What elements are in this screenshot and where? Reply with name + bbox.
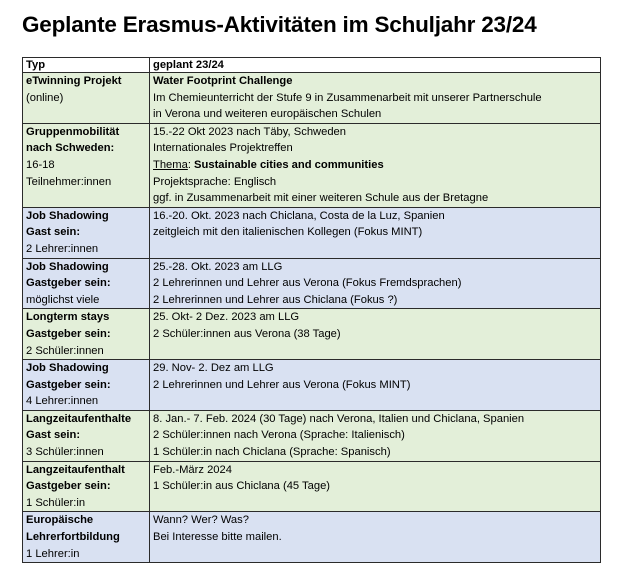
plan-line: 1 Schüler:in nach Chiclana (Sprache: Spanisch) xyxy=(153,446,391,459)
type-name: Job Shadowing xyxy=(26,362,109,375)
table-row xyxy=(23,512,601,563)
type-detail: 1 Schüler:in xyxy=(26,496,86,509)
type-detail: 2 Schüler:innen xyxy=(26,344,104,357)
type-cell xyxy=(23,410,150,461)
plan-line: Wann? Wer? Was? xyxy=(153,514,249,527)
type-cell xyxy=(23,512,150,563)
type-name: Gastgeber sein: xyxy=(26,480,111,493)
plan-line: 2 Schüler:innen nach Verona (Sprache: Italienisch) xyxy=(153,429,405,442)
plan-cell xyxy=(150,410,601,461)
type-detail: 16-18 xyxy=(26,158,55,171)
theme-line: Thema: Sustainable cities and communities xyxy=(153,158,384,171)
plan-line: in Verona und weiteren europäischen Schulen xyxy=(153,108,382,121)
type-detail: Teilnehmer:innen xyxy=(26,175,112,188)
type-detail: (online) xyxy=(26,91,64,104)
plan-line: 25.-28. Okt. 2023 am LLG xyxy=(153,260,283,273)
type-detail: 1 Lehrer:in xyxy=(26,547,80,560)
theme-label: Thema xyxy=(153,158,188,171)
header-type: Typ xyxy=(23,58,150,73)
type-name: Gastgeber sein: xyxy=(26,378,111,391)
type-cell xyxy=(23,207,150,258)
type-detail: 3 Schüler:innen xyxy=(26,446,104,459)
plan-line: 1 Schüler:in aus Chiclana (45 Tage) xyxy=(153,480,331,493)
plan-line: 2 Lehrerinnen und Lehrer aus Verona (Fokus MINT) xyxy=(153,378,411,391)
type-name: Gast sein: xyxy=(26,429,81,442)
plan-line: 16.-20. Okt. 2023 nach Chiclana, Costa de la Luz, Spanien xyxy=(153,209,445,222)
header-planned: geplant 23/24 xyxy=(150,58,601,73)
type-name: Job Shadowing xyxy=(26,260,109,273)
type-cell xyxy=(23,461,150,512)
table-row xyxy=(23,123,601,207)
type-name: nach Schweden: xyxy=(26,142,115,155)
plan-line: 15.-22 Okt 2023 nach Täby, Schweden xyxy=(153,125,347,138)
type-name: Gast sein: xyxy=(26,226,81,239)
type-cell xyxy=(23,309,150,360)
plan-cell xyxy=(150,360,601,411)
plan-line: Projektsprache: Englisch xyxy=(153,175,277,188)
table-row xyxy=(23,207,601,258)
plan-line: Internationales Projektreffen xyxy=(153,142,293,155)
plan-cell xyxy=(150,207,601,258)
type-name: Europäische xyxy=(26,514,94,527)
plan-line: zeitgleich mit den italienischen Kollegen (Fokus MINT) xyxy=(153,226,423,239)
table-row xyxy=(23,360,601,411)
plan-line: 2 Lehrerinnen und Lehrer aus Verona (Fokus Fremdsprachen) xyxy=(153,277,462,290)
plan-title: Water Footprint Challenge xyxy=(153,75,293,87)
type-name: Langzeitaufenthalt xyxy=(26,463,125,476)
type-cell xyxy=(23,258,150,309)
plan-cell xyxy=(150,309,601,360)
type-name: Longterm stays xyxy=(26,311,110,324)
activities-table xyxy=(22,57,601,563)
plan-line: 2 Schüler:innen aus Verona (38 Tage) xyxy=(153,327,341,340)
type-name: eTwinning Projekt xyxy=(26,75,122,87)
plan-cell xyxy=(150,73,601,124)
table-row xyxy=(23,258,601,309)
table-row xyxy=(23,309,601,360)
type-name: Gruppenmobilität xyxy=(26,125,120,138)
table-row xyxy=(23,73,601,124)
type-cell xyxy=(23,123,150,207)
table-header-row xyxy=(23,58,601,73)
plan-line: 29. Nov- 2. Dez am LLG xyxy=(153,362,274,375)
plan-cell xyxy=(150,461,601,512)
plan-line: Im Chemieunterricht der Stufe 9 in Zusammenarbeit mit unserer Partnerschule xyxy=(153,91,542,104)
plan-line: 25. Okt- 2 Dez. 2023 am LLG xyxy=(153,311,300,324)
plan-line: Feb.-März 2024 xyxy=(153,463,232,476)
page-title: Geplante Erasmus-Aktivitäten im Schuljahr 23/24 xyxy=(22,12,537,37)
plan-cell xyxy=(150,123,601,207)
theme-value: Sustainable cities and communities xyxy=(194,158,384,171)
plan-line: 8. Jan.- 7. Feb. 2024 (30 Tage) nach Verona, Italien und Chiclana, Spanien xyxy=(153,412,525,425)
plan-line: Bei Interesse bitte mailen. xyxy=(153,531,282,544)
type-cell xyxy=(23,73,150,124)
table-row xyxy=(23,410,601,461)
table-row xyxy=(23,461,601,512)
type-detail: 2 Lehrer:innen xyxy=(26,242,99,255)
plan-line: ggf. in Zusammenarbeit mit einer weiteren Schule aus der Bretagne xyxy=(153,192,489,205)
type-name: Gastgeber sein: xyxy=(26,277,111,290)
type-cell xyxy=(23,360,150,411)
type-name: Langzeitaufenthalte xyxy=(26,412,132,425)
type-name: Job Shadowing xyxy=(26,209,109,222)
plan-cell xyxy=(150,258,601,309)
type-detail: 4 Lehrer:innen xyxy=(26,395,99,408)
type-name: Lehrerfortbildung xyxy=(26,531,120,544)
type-detail: möglichst viele xyxy=(26,293,100,306)
plan-line: 2 Lehrerinnen und Lehrer aus Chiclana (Fokus ?) xyxy=(153,293,398,306)
plan-cell xyxy=(150,512,601,563)
type-name: Gastgeber sein: xyxy=(26,327,111,340)
